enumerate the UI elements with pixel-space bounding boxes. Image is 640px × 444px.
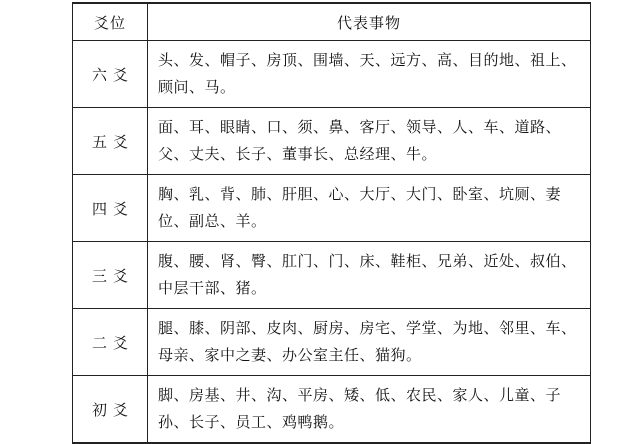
yao-name: 三爻 — [73, 242, 148, 309]
table-row — [73, 242, 591, 309]
yao-items: 腹、腰、肾、臀、肛门、门、床、鞋柜、兄弟、近处、叔伯、中层干部、猪。 — [148, 242, 591, 309]
header-represented-things: 代表事物 — [148, 3, 591, 41]
yao-name: 二爻 — [73, 309, 148, 376]
yao-items: 腿、膝、阴部、皮肉、厨房、房宅、学堂、为地、邻里、车、母亲、家中之妻、办公室主任、猫狗。 — [148, 309, 591, 376]
header-yao-position: 爻位 — [73, 3, 148, 41]
yao-items: 胸、乳、背、肺、肝胆、心、大厅、大门、卧室、坑厕、妻位、副总、羊。 — [148, 175, 591, 242]
table-row — [73, 41, 591, 108]
table-row — [73, 108, 591, 175]
yao-name: 五爻 — [73, 108, 148, 175]
yao-name: 初爻 — [73, 376, 148, 444]
yao-name: 四爻 — [73, 175, 148, 242]
header-row — [73, 3, 591, 41]
yao-items: 面、耳、眼睛、口、须、鼻、客厅、领导、人、车、道路、父、丈夫、长子、董事长、总经理、牛。 — [148, 108, 591, 175]
yao-items: 头、发、帽子、房顶、围墙、天、远方、高、目的地、祖上、顾问、马。 — [148, 41, 591, 108]
yao-name: 六爻 — [73, 41, 148, 108]
table-row — [73, 309, 591, 376]
yao-items: 脚、房基、井、沟、平房、矮、低、农民、家人、儿童、子孙、长子、员工、鸡鸭鹅。 — [148, 376, 591, 444]
table-row — [73, 175, 591, 242]
table-row — [73, 376, 591, 444]
yao-table — [72, 2, 591, 444]
